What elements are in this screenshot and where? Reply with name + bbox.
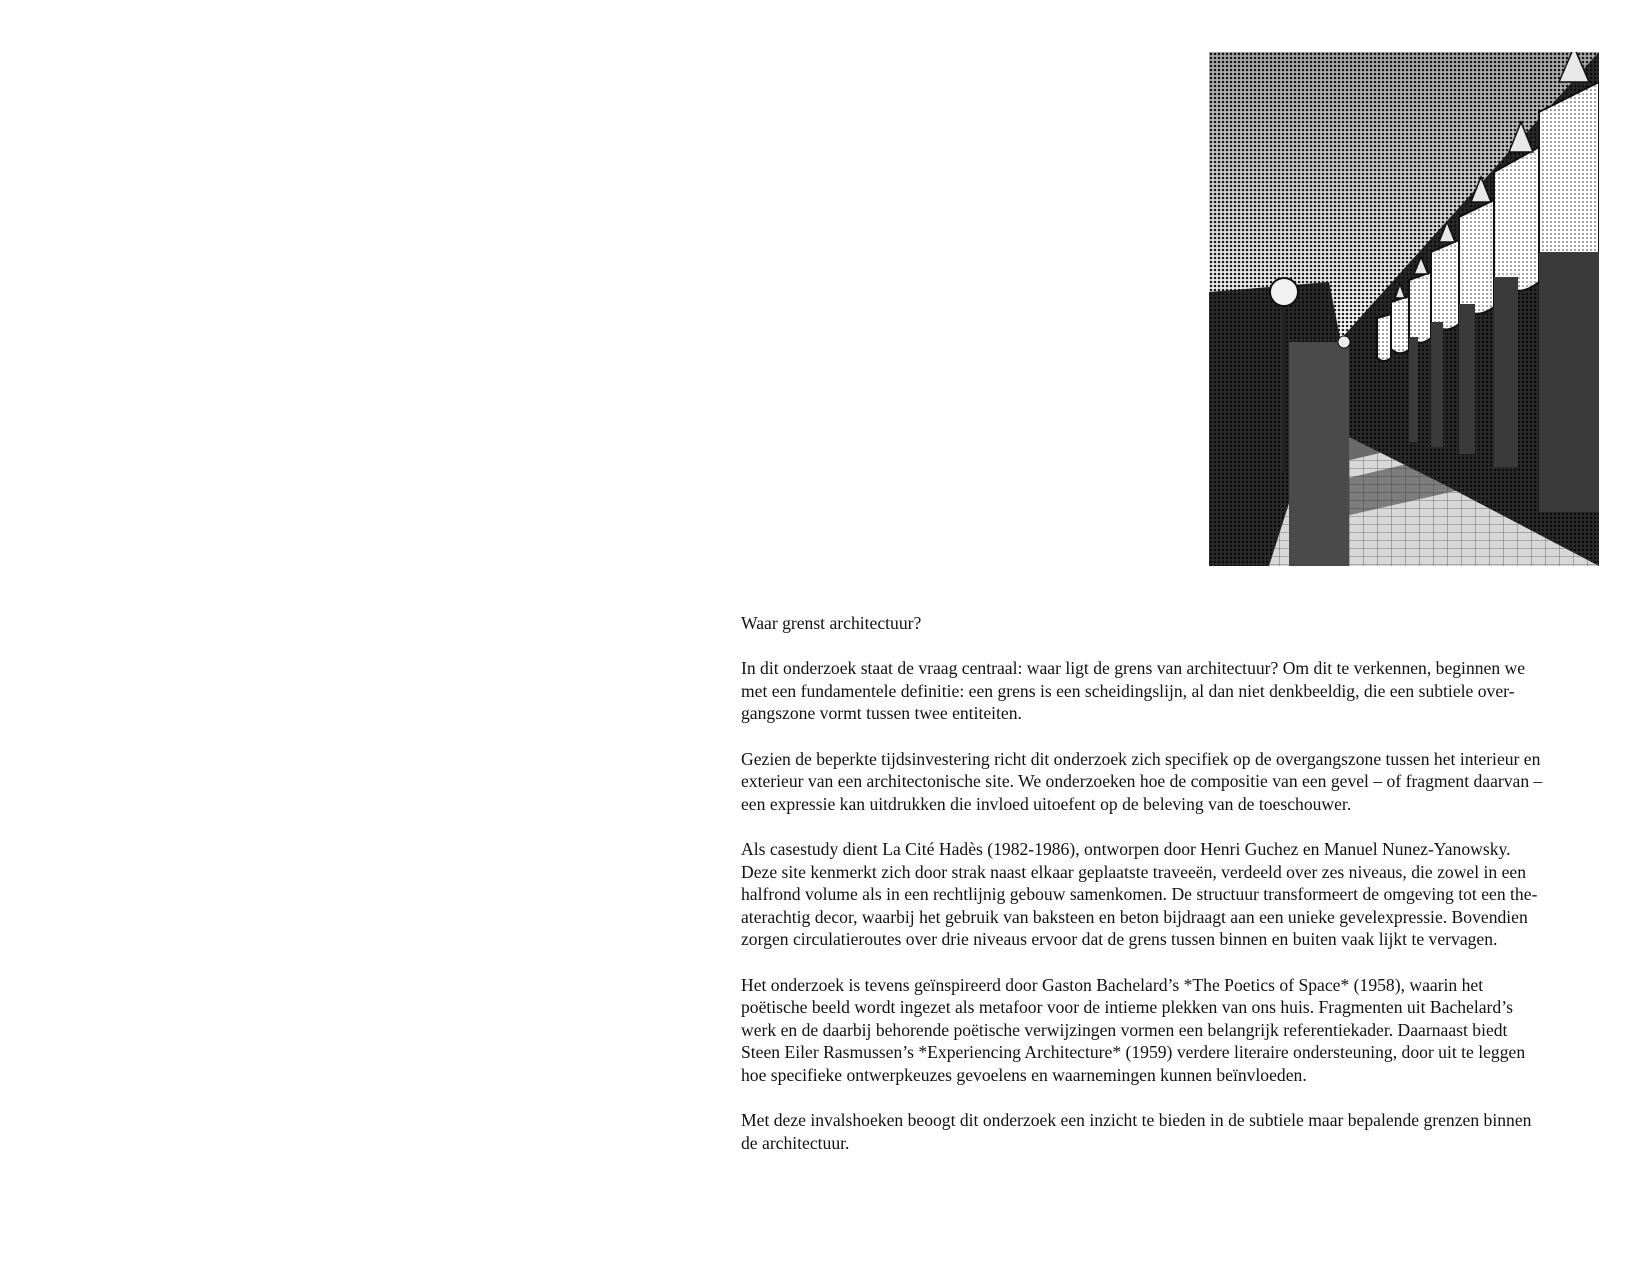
- architecture-photo-icon: [1209, 52, 1599, 566]
- paragraph-definition: [741, 657, 1603, 725]
- text-line: de architectuur.: [741, 1132, 850, 1153]
- text-line: met een fundamentele definitie: een grens is een scheidingslijn, al dan niet denkbeeldig, die een subtiele over-: [741, 680, 1515, 701]
- paragraph-casestudy: [741, 838, 1603, 951]
- architecture-photo: [1209, 52, 1599, 566]
- text-line: zorgen circulatieroutes over drie niveaus ervoor dat de grens tussen binnen en buiten vaak lijkt te vervagen.: [741, 929, 1498, 950]
- text-line: Als casestudy dient La Cité Hadès (1982-1986), ontworpen door Henri Guchez en Manuel Nunez-Yanowsky.: [741, 838, 1511, 859]
- text-line: exterieur van een architectonische site. We onderzoeken hoe de compositie van een gevel – of fragment daarvan –: [741, 771, 1543, 792]
- text-line: Steen Eiler Rasmussen’s *Experiencing Architecture* (1959) verdere literaire ondersteuning, door uit te leggen: [741, 1042, 1526, 1063]
- text-line: werk en de daarbij behorende poëtische verwijzingen vormen een belangrijk referentiekader. Daarnaast biedt: [741, 1019, 1508, 1040]
- paragraph-conclusion: [741, 1109, 1603, 1154]
- text-line: Met deze invalshoeken beoogt dit onderzoek een inzicht te bieden in de subtiele maar bepalende grenzen binnen: [741, 1110, 1532, 1131]
- text-line: Deze site kenmerkt zich door strak naast elkaar geplaatste traveeën, verdeeld over zes niveaus, die zowel in een: [741, 861, 1527, 882]
- text-line: gangszone vormt tussen twee entiteiten.: [741, 703, 1022, 724]
- text-line: een expressie kan uitdrukken die invloed uitoefent op de beleving van de toeschouwer.: [741, 793, 1352, 814]
- paragraph-references: [741, 974, 1603, 1087]
- text-line: halfrond volume als in een rechtlijnig gebouw samenkomen. De structuur transformeert de omgeving tot een the-: [741, 884, 1538, 905]
- text-line: Gezien de beperkte tijdsinvestering richt dit onderzoek zich specifiek op de overgangszone tussen het interieur en: [741, 748, 1541, 769]
- text-line: Het onderzoek is tevens geïnspireerd door Gaston Bachelard’s *The Poetics of Space* (1958), waarin het: [741, 974, 1484, 995]
- paragraph-scope: [741, 748, 1603, 816]
- page-heading: Waar grenst architectuur?: [741, 613, 922, 633]
- text-line: aterachtig decor, waarbij het gebruik van baksteen en beton bijdraagt aan een unieke gevelexpressie. Bovendien: [741, 906, 1528, 927]
- text-line: poëtische beeld wordt ingezet als metafoor voor de intieme plekken van ons huis. Fragmenten uit Bachelard’s: [741, 997, 1513, 1018]
- body-text: [741, 612, 1603, 1177]
- text-line: hoe specifieke ontwerpkeuzes gevoelens en waarnemingen kunnen beïnvloeden.: [741, 1064, 1307, 1085]
- text-line: In dit onderzoek staat de vraag centraal: waar ligt de grens van architectuur? Om dit te verkennen, beginnen we: [741, 658, 1526, 679]
